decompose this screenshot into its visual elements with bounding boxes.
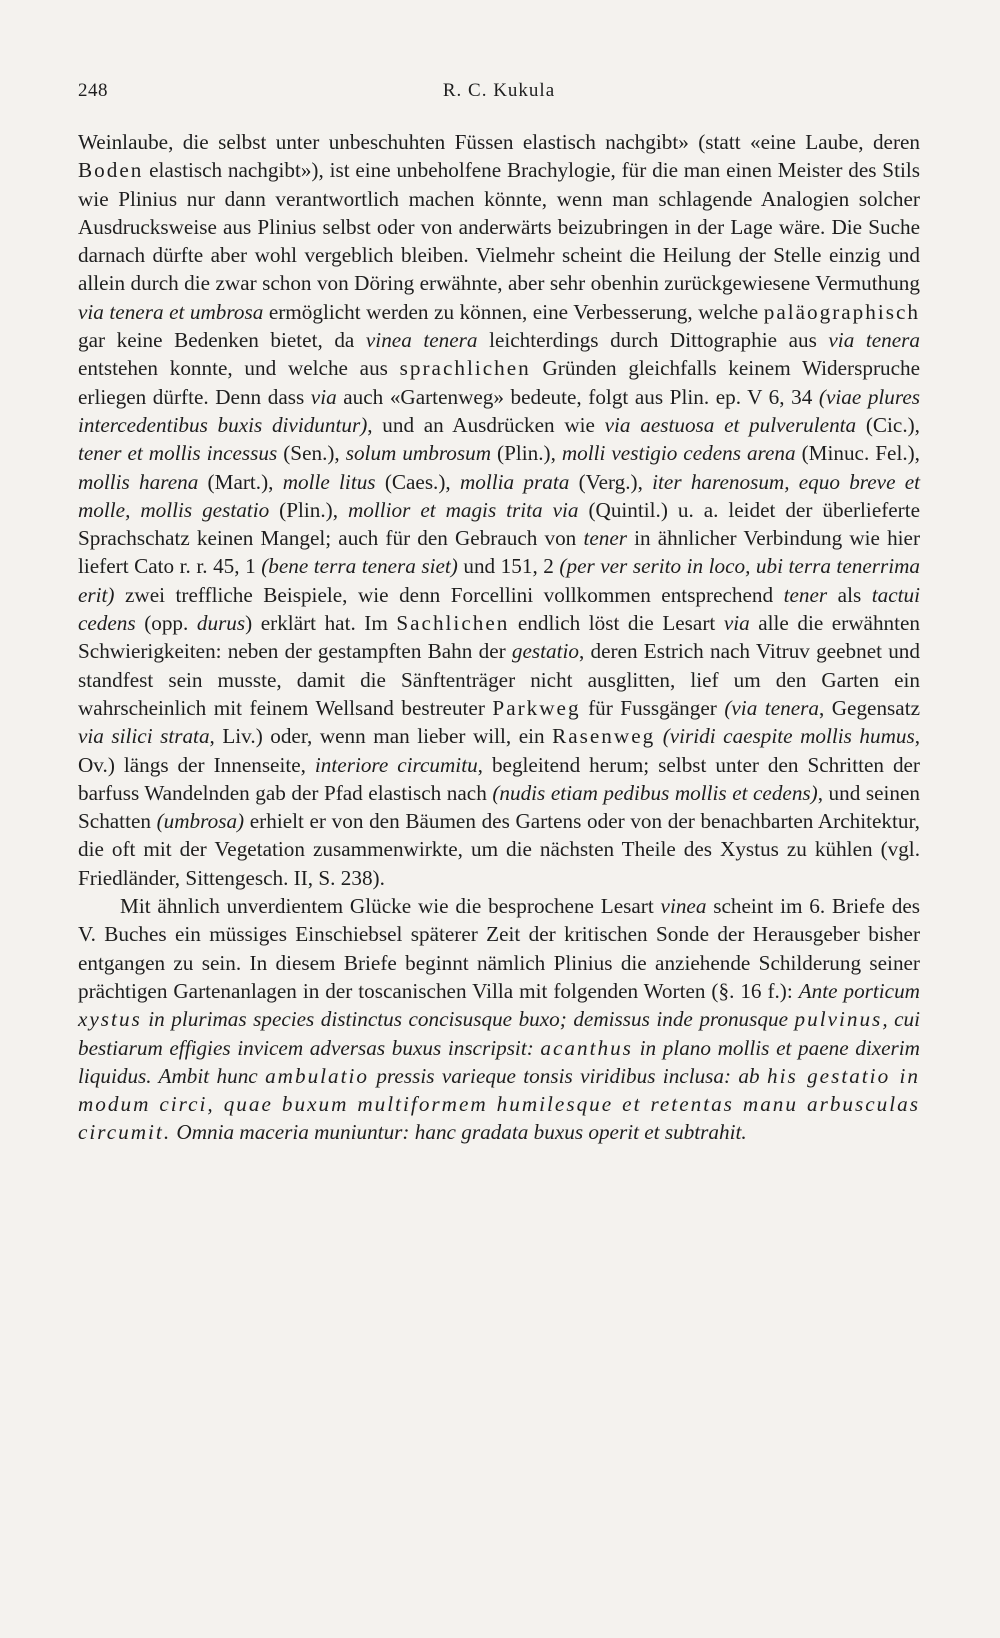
- text-run: Sachlichen: [396, 611, 510, 636]
- text-run: mollia prata: [459, 469, 570, 494]
- paragraph-2: [78, 892, 920, 1147]
- text-run: interiore circumitu: [314, 752, 478, 777]
- text-run: Weinlaube, die selbst unter unbeschuhten Füssen elastisch nachgibt» (statt «eine Laube, deren: [78, 130, 920, 154]
- text-run: , Liv.) oder, wenn man lieber will, ein: [209, 724, 553, 749]
- text-run: Parkweg: [492, 695, 581, 720]
- text-run: via: [310, 384, 337, 409]
- text-run: solum umbrosum: [345, 441, 492, 466]
- text-run: , und an Ausdrücken wie: [367, 412, 605, 437]
- text-run: (Quintil.) u. a. leidet der überlieferte Sprachschatz keinen Mangel; auch für den Gebrauch von: [78, 497, 921, 551]
- text-run: ermöglicht werden zu können, eine Verbesserung, welche: [263, 299, 764, 324]
- text-run: in ähnlicher Verbindung wie hier liefert Cato r. r. 45, 1: [78, 526, 921, 579]
- text-run: (Plin.),: [491, 441, 562, 466]
- paragraph-1: [78, 128, 920, 892]
- text-run: (Caes.),: [375, 469, 460, 494]
- text-run: endlich löst die Lesart: [509, 611, 724, 636]
- text-run: gestatio: [511, 639, 579, 664]
- text-run: , begleitend herum; selbst unter den Schritten der barfuss Wandelnden gab der Pfad elastisch nach: [78, 752, 920, 805]
- text-run: , cui bestiarum effigies invicem adversas buxus inscripsit:: [78, 1007, 920, 1060]
- text-run: Boden: [78, 158, 144, 183]
- page-header: [78, 80, 920, 108]
- text-run: durus: [196, 611, 246, 636]
- text-run: , Ov.) längs der Innenseite,: [78, 724, 921, 777]
- text-run: , und seinen Schatten: [78, 780, 920, 834]
- text-run: (via tenera: [724, 695, 819, 720]
- text-run: (Cic.),: [856, 412, 920, 437]
- text-run: (nudis etiam pedibus mollis et cedens): [492, 780, 818, 805]
- text-run: his gestatio in modum circi, quae buxum multiformem humilesque et retentas manu arbusculas circumit.: [78, 1063, 920, 1145]
- text-run: Gründen gleichfalls keinem Widerspruche erliegen dürfte. Denn dass: [78, 356, 920, 409]
- text-run: (Mart.),: [198, 469, 283, 494]
- text-run: elastisch nachgibt»), ist eine unbeholfene Brachylogie, für die man einen Meister des Stils wie Plinius nur dann verantwortlich machen könnte, wenn man schlagende Analogien solcher Ausdrucksweise aus Plinius selbst oder von anderwärts beizubringen in der Lage wäre. Die Suche darnach dürfte aber wohl vergeblich bleiben. Vielmehr scheint die Heilung der Stelle einzig und allein durch die zwar schon von Döring erwähnte, aber sehr obenhin zurückgewiesene Vermuthung: [78, 158, 920, 296]
- text-run: pulvinus: [794, 1007, 883, 1032]
- text-run: via aestuosa et pulverulenta: [604, 412, 857, 437]
- text-run: via tenera: [828, 328, 920, 353]
- text-run: scheint im 6. Briefe des V. Buches ein müssiges Einschiebsel späterer Zeit der kritischen Sonde der Herausgeber bisher entgangen zu sein. In diesem Briefe beginnt nämlich Plinius die anziehende Schilderung seiner prächtigen Gartenanlagen in der toscanischen Villa mit folgenden Worten (§. 16 f.):: [78, 894, 921, 1003]
- text-run: (bene terra tenera siet): [261, 554, 458, 579]
- running-head: R. C. Kukula: [442, 80, 556, 101]
- text-run: paläographisch: [763, 299, 920, 324]
- text-run: (opp.: [135, 611, 197, 636]
- text-run: ) erklärt hat. Im: [245, 611, 397, 636]
- text-run: alle die erwähnten Schwierigkeiten: neben der gestampften Bahn der: [78, 611, 921, 664]
- text-run: Ante porticum: [798, 978, 920, 1003]
- text-run: (Verg.),: [569, 469, 653, 494]
- text-run: mollis harena: [78, 469, 199, 494]
- text-run: via tenera et umbrosa: [78, 299, 264, 324]
- text-run: (Sen.),: [277, 441, 346, 466]
- text-run: leichterdings durch Dittographie aus: [477, 328, 829, 353]
- text-run: tener et mollis incessus: [78, 441, 278, 466]
- text-run: Rasenweg: [552, 724, 656, 749]
- text-run: via: [723, 611, 750, 636]
- text-run: auch «Gartenweg» bedeute, folgt aus Plin. ep. V 6, 34: [336, 384, 819, 409]
- text-run: molli vestigio cedens arena: [561, 441, 796, 466]
- text-run: tener: [783, 582, 828, 607]
- text-run: acanthus: [540, 1035, 633, 1060]
- text-run: tener: [583, 526, 627, 551]
- text-run: [655, 724, 663, 748]
- text-run: entstehen konnte, und welche aus: [78, 356, 400, 381]
- text-run: Omnia maceria muniuntur: hanc gradata buxus operit et subtrahit.: [171, 1120, 747, 1145]
- text-run: pressis varieque tonsis viridibus inclusa: ab: [369, 1063, 767, 1088]
- text-run: mollior et magis trita via: [347, 497, 579, 522]
- text-run: und 151, 2: [457, 554, 560, 579]
- text-run: vinea: [660, 894, 707, 919]
- text-run: via silici strata: [78, 724, 210, 749]
- text-run: (Minuc. Fel.),: [795, 441, 920, 466]
- text-run: , deren Estrich nach Vitruv geebnet und standfest sein musste, damit die Sänftenträger nicht ausglitten, lief um den Garten ein wahrscheinlich mit feinem Wellsand bestreuter: [78, 639, 920, 720]
- text-run: für Fussgänger: [580, 695, 725, 720]
- text-run: zwei treffliche Beispiele, wie denn Forcellini vollkommen entsprechend: [114, 582, 784, 607]
- text-run: ambulatio: [265, 1063, 370, 1088]
- text-run: als: [827, 582, 872, 607]
- text-run: erhielt er von den Bäumen des Gartens oder von der benachbarten Architektur, die oft mit der Vegetation zusammenwirkte, um die nächsten Theile des Xystus zu kühlen (vgl. Friedländer, Sittengesch. II, S. 238).: [78, 809, 920, 890]
- text-run: (umbrosa): [156, 809, 245, 834]
- text-run: (Plin.),: [269, 497, 348, 522]
- text-run: gar keine Bedenken bietet, da: [78, 328, 366, 353]
- text-run: Mit ähnlich unverdientem Glücke wie die besprochene Lesart: [120, 894, 661, 919]
- text-run: in plurimas species distinctus concisusque buxo; demissus inde pronusque: [141, 1007, 795, 1032]
- text-run: molle litus: [282, 469, 376, 494]
- page-number: 248: [78, 80, 108, 101]
- text-run: in plano mollis et paene dixerim liquidus. Ambit hunc: [78, 1035, 920, 1088]
- text-run: sprachlichen: [399, 356, 531, 381]
- text-run: (viae plures intercedentibus buxis dividuntur): [78, 384, 921, 437]
- text-run: vinea tenera: [365, 328, 478, 353]
- body-text: [78, 128, 920, 1147]
- text-run: tactui cedens: [78, 582, 921, 636]
- text-run: (viridi caespite mollis humus: [662, 724, 915, 749]
- text-run: (per ver serito in loco, ubi terra tenerrima erit): [78, 554, 920, 607]
- text-run: , Gegensatz: [818, 695, 920, 720]
- text-run: xystus: [78, 1007, 142, 1032]
- text-run: iter harenosum, equo breve et molle, mollis gestatio: [78, 469, 921, 522]
